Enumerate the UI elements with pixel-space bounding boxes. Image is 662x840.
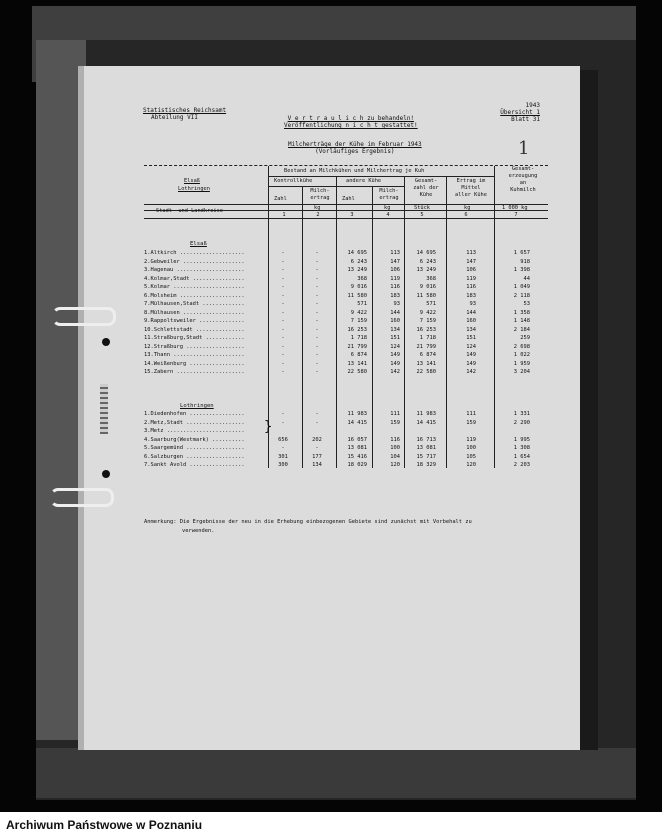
cell-col-2: - — [315, 258, 319, 265]
cell-col-4: 119 — [390, 275, 400, 282]
cell-col-1: - — [281, 309, 285, 316]
cell-col-6: 160 — [466, 318, 476, 324]
cell-col-3: 16 057 — [347, 436, 367, 443]
column-number: 2 — [316, 212, 320, 218]
cell-col-4: 142 — [390, 369, 400, 375]
unit-kg-1: kg — [314, 205, 321, 211]
cell-col-4: 160 — [390, 318, 400, 324]
cell-col-2: - — [315, 301, 319, 307]
cell-col-2: - — [315, 419, 319, 426]
cell-col-5: 6 874 — [419, 352, 436, 358]
cell-col-7: 2 698 — [513, 343, 530, 350]
overview-number: Übersicht 1 — [500, 109, 540, 116]
district-name: 13.Thann ...................... — [144, 352, 245, 358]
cell-col-7: 259 — [520, 335, 530, 341]
cell-col-5: 9 016 — [419, 284, 436, 290]
cell-col-1: - — [281, 301, 285, 307]
cell-col-2: - — [315, 326, 319, 333]
cell-col-2: - — [315, 284, 319, 290]
cell-col-6: 113 — [466, 250, 476, 256]
district-name: 1.Diedenhofen ................. — [144, 411, 245, 417]
column-number: 6 — [464, 212, 468, 218]
cell-col-6: 111 — [466, 411, 476, 417]
office-header — [143, 107, 226, 121]
cell-col-3: 18 029 — [347, 462, 367, 468]
cell-col-1: - — [281, 369, 285, 375]
punch-hole-2 — [102, 470, 110, 478]
header-average: Ertrag im Mittel aller Kühe — [455, 178, 487, 198]
cell-col-2: 177 — [312, 453, 322, 460]
cell-col-6: 144 — [466, 309, 476, 316]
cell-col-6: 120 — [466, 462, 476, 468]
cell-col-5: 14 695 — [416, 250, 436, 256]
header-control-cows: Kontrollkühe — [274, 178, 313, 184]
cell-col-1: 301 — [278, 453, 288, 460]
cell-col-1: 656 — [278, 436, 288, 443]
column-number: 4 — [386, 212, 390, 218]
cell-col-6: 124 — [466, 343, 476, 350]
cell-col-7: 1 398 — [513, 267, 530, 273]
cell-col-5: 13 141 — [416, 360, 436, 367]
header-milk-yield-2: Milch- ertrag — [379, 188, 399, 201]
cell-col-3: 16 253 — [347, 326, 367, 333]
column-number: 7 — [514, 212, 518, 218]
unit-kg-2: kg — [384, 205, 391, 211]
cell-col-7: 1 358 — [513, 309, 530, 316]
district-name: 4.Saarburg(Westmark) .......... — [144, 436, 245, 443]
cell-col-1: - — [281, 275, 285, 282]
district-name: 3.Hagenau ..................... — [144, 267, 245, 273]
footnote-line-2: verwenden. — [182, 528, 215, 534]
unit-kg-3: kg — [464, 205, 471, 211]
cell-col-2: - — [315, 318, 319, 324]
cell-col-7: 53 — [523, 301, 530, 307]
cell-col-2: - — [315, 309, 319, 316]
cell-col-2: - — [315, 267, 319, 273]
district-name: 10.Schlettstadt ............... — [144, 326, 245, 333]
binder-ring-1 — [52, 307, 116, 326]
cell-col-3: 14 415 — [347, 419, 367, 426]
cell-col-1: - — [281, 292, 285, 299]
cell-col-4: 183 — [390, 292, 400, 299]
cell-col-5: 22 580 — [416, 369, 436, 375]
district-name: 7.Mülhausen,Stadt ............. — [144, 301, 245, 307]
cell-col-7: 1 654 — [513, 453, 530, 460]
header-region-1: Elsaß — [184, 178, 200, 184]
cell-col-4: 116 — [390, 436, 400, 443]
cell-col-1: - — [281, 318, 285, 324]
folder-right-strip — [578, 70, 598, 750]
cell-col-1: - — [281, 445, 285, 451]
cell-col-4: 147 — [390, 258, 400, 265]
cell-col-5: 11 983 — [416, 411, 436, 417]
cell-col-4: 144 — [390, 309, 400, 316]
district-name: 7.Sankt Avold ................. — [144, 462, 245, 468]
cell-col-6: 106 — [466, 267, 476, 273]
header-total-count: Gesamt- zahl der Kühe — [413, 178, 439, 198]
cell-col-4: 124 — [390, 343, 400, 350]
cell-col-3: 9 422 — [350, 309, 367, 316]
cell-col-6: 183 — [466, 292, 476, 299]
cell-col-1: - — [281, 326, 285, 333]
cell-col-4: 159 — [390, 419, 400, 426]
cell-col-4: 106 — [390, 267, 400, 273]
cell-col-5: 14 415 — [416, 419, 436, 426]
cell-col-5: 16 713 — [416, 436, 436, 443]
cell-col-3: 6 874 — [350, 352, 367, 358]
cell-col-3: 571 — [357, 301, 367, 307]
cell-col-6: 149 — [466, 360, 476, 367]
column-number: 5 — [420, 212, 424, 218]
cell-col-1: - — [281, 335, 285, 341]
cell-col-7: 1 959 — [513, 360, 530, 367]
cell-col-4: 116 — [390, 284, 400, 290]
footnote — [144, 518, 472, 536]
cell-col-2: - — [315, 335, 319, 341]
cell-col-5: 11 580 — [416, 292, 436, 299]
cell-col-4: 149 — [390, 360, 400, 367]
cell-col-7: 1 022 — [513, 352, 530, 358]
cell-col-5: 13 081 — [416, 445, 436, 451]
unit-stueck: Stück — [414, 205, 430, 211]
header-zahl-1: Zahl — [274, 196, 287, 202]
district-name: 14.Weißenburg ................. — [144, 360, 245, 367]
header-districts: Stadt- und Landkreise — [156, 208, 223, 214]
header-group: Bestand an Milchkühen und Milchertrag je Kuh — [284, 168, 425, 174]
folder-bottom-strip — [36, 748, 636, 798]
cell-col-7: 1 308 — [513, 445, 530, 451]
cell-col-2: - — [315, 445, 319, 451]
cell-col-4: 104 — [390, 453, 400, 460]
cell-col-4: 113 — [390, 250, 400, 256]
district-name: 5.Saargemünd .................. — [144, 445, 245, 451]
cell-col-6: 119 — [466, 436, 476, 443]
cell-col-6: 151 — [466, 335, 476, 341]
cell-col-6: 142 — [466, 369, 476, 375]
cell-col-3: 11 580 — [347, 292, 367, 299]
cell-col-3: 22 580 — [347, 369, 367, 375]
cell-col-6: 116 — [466, 284, 476, 290]
department: Abteilung VII — [151, 114, 198, 121]
cell-col-7: 1 148 — [513, 318, 530, 324]
cell-col-2: - — [315, 411, 319, 417]
cell-col-2: - — [315, 343, 319, 350]
binder-ring-2 — [50, 488, 114, 507]
district-name: 8.Mülhausen ................... — [144, 309, 245, 316]
cell-col-7: 2 184 — [513, 326, 530, 333]
cell-col-4: 149 — [390, 352, 400, 358]
header-region-2: Lothringen — [178, 186, 210, 192]
district-name: 3.Metz ........................ — [144, 428, 245, 434]
cell-col-3: 7 159 — [350, 318, 367, 324]
cell-col-5: 1 718 — [419, 335, 436, 341]
confidential-line-2: Veröffentlichung n i c h t gestattet! — [284, 122, 418, 129]
cell-col-3: 15 416 — [347, 453, 367, 460]
cell-col-5: 7 159 — [419, 318, 436, 324]
cell-col-7: 1 657 — [513, 250, 530, 256]
cell-col-4: 120 — [390, 462, 400, 468]
cell-col-1: - — [281, 267, 285, 273]
cell-col-2: - — [315, 369, 319, 375]
cell-col-6: 149 — [466, 352, 476, 358]
district-name: 11.Straßburg,Stadt ............ — [144, 335, 245, 341]
cell-col-1: - — [281, 352, 285, 358]
cell-col-3: 11 983 — [347, 411, 367, 417]
cell-col-7: 918 — [520, 258, 530, 265]
cell-col-7: 2 118 — [513, 292, 530, 299]
header-total-production: Gesamt- erzeugung an Kuhmilch — [508, 166, 538, 193]
sheet-reference — [500, 102, 540, 123]
cell-col-3: 1 718 — [350, 335, 367, 341]
year: 1943 — [525, 102, 540, 109]
cell-col-7: 2 290 — [513, 419, 530, 426]
cell-col-5: 18 329 — [416, 462, 436, 468]
cell-col-6: 100 — [466, 445, 476, 451]
cell-col-5: 571 — [426, 301, 436, 307]
document-page — [78, 66, 580, 750]
cell-col-3: 21 799 — [347, 343, 367, 350]
cell-col-5: 9 422 — [419, 309, 436, 316]
cell-col-3: 6 243 — [350, 258, 367, 265]
cell-col-5: 368 — [426, 275, 436, 282]
cell-col-6: 134 — [466, 326, 476, 333]
cell-col-2: - — [315, 292, 319, 299]
cell-col-7: 2 203 — [513, 462, 530, 468]
cell-col-1: - — [281, 258, 285, 265]
cell-col-6: 159 — [466, 419, 476, 426]
cell-col-1: - — [281, 411, 285, 417]
cell-col-5: 21 799 — [416, 343, 436, 350]
cell-col-7: 1 049 — [513, 284, 530, 290]
cell-col-2: 134 — [312, 462, 322, 468]
cell-col-2: 202 — [312, 436, 322, 443]
column-number: 3 — [350, 212, 354, 218]
cell-col-3: 14 695 — [347, 250, 367, 256]
cell-col-5: 16 253 — [416, 326, 436, 333]
office-name: Statistisches Reichsamt — [143, 107, 227, 114]
header-other-cows: andere Kühe — [346, 178, 382, 184]
table-title — [288, 141, 422, 155]
cell-col-4: 134 — [390, 326, 400, 333]
punch-hole-1 — [102, 338, 110, 346]
header-zahl-2: Zahl — [342, 196, 355, 202]
district-name: 6.Molsheim .................... — [144, 292, 245, 299]
column-number: 1 — [282, 212, 286, 218]
district-name: 9.Rappoltsweiler .............. — [144, 318, 245, 324]
handwritten-mark: 1 — [518, 138, 530, 159]
cell-col-1: - — [281, 343, 285, 350]
cell-col-6: 93 — [469, 301, 476, 307]
cell-col-5: 15 717 — [416, 453, 436, 460]
cell-col-1: - — [281, 284, 285, 290]
archive-label: Archiwum Państwowe w Poznaniu — [6, 818, 203, 832]
cell-col-4: 93 — [393, 301, 400, 307]
cell-col-5: 13 249 — [416, 267, 436, 273]
cell-col-5: 6 243 — [419, 258, 436, 265]
cell-col-7: 1 995 — [513, 436, 530, 443]
cell-col-3: 13 249 — [347, 267, 367, 273]
cell-col-3: 13 081 — [347, 445, 367, 451]
cell-col-6: 119 — [466, 275, 476, 282]
district-name: 15.Zabern ..................... — [144, 369, 245, 375]
district-name: 4.Kolmar,Stadt ................ — [144, 275, 245, 282]
district-name: 2.Metz,Stadt .................. — [144, 419, 245, 426]
cell-col-1: - — [281, 360, 285, 367]
cell-col-6: 105 — [466, 453, 476, 460]
cell-col-2: - — [315, 250, 319, 256]
cell-col-1: - — [281, 419, 285, 426]
district-name: 2.Gebweiler ................... — [144, 258, 245, 265]
cell-col-1: - — [281, 250, 285, 256]
cell-col-1: 300 — [278, 462, 288, 468]
cell-col-2: - — [315, 360, 319, 367]
title: Milcherträge der Kühe im Februar 1943 — [288, 141, 422, 148]
cell-col-2: - — [315, 275, 319, 282]
footnote-line-1: Anmerkung: Die Ergebnisse der neu in die Erhebung einbezogenen Gebiete sind zunächst mit Vorbehalt zu — [144, 519, 472, 525]
district-name: 1.Altkirch .................... — [144, 250, 245, 256]
cell-col-4: 111 — [390, 411, 400, 417]
confidential-line-1: V e r t r a u l i c h zu behandeln! — [287, 115, 415, 122]
archive-footer — [0, 812, 662, 840]
section-lothringen: Lothringen — [180, 403, 214, 409]
district-name: 12.Straßburg .................. — [144, 343, 245, 350]
section-elsass: Elsaß — [190, 241, 207, 247]
confidential-notice — [284, 115, 418, 129]
stamp-mark — [100, 384, 108, 434]
header-milk-yield-1: Milch- ertrag — [310, 188, 330, 201]
sheet-number: Blatt 31 — [511, 116, 540, 123]
cell-col-7: 1 331 — [513, 411, 530, 417]
district-name: 6.Salzburgen .................. — [144, 453, 245, 460]
cell-col-3: 13 141 — [347, 360, 367, 367]
cell-col-2: - — [315, 352, 319, 358]
cell-col-4: 151 — [390, 335, 400, 341]
brace: } — [264, 419, 273, 435]
district-name: 5.Kolmar ...................... — [144, 284, 245, 290]
cell-col-3: 368 — [357, 275, 367, 282]
cell-col-3: 9 016 — [350, 284, 367, 290]
cell-col-6: 147 — [466, 258, 476, 265]
cell-col-7: 3 204 — [513, 369, 530, 375]
cell-col-7: 44 — [523, 275, 530, 282]
subtitle: (Vorläufiges Ergebnis) — [315, 148, 395, 155]
cell-col-4: 100 — [390, 445, 400, 451]
unit-1000kg: 1 000 kg — [502, 205, 528, 211]
